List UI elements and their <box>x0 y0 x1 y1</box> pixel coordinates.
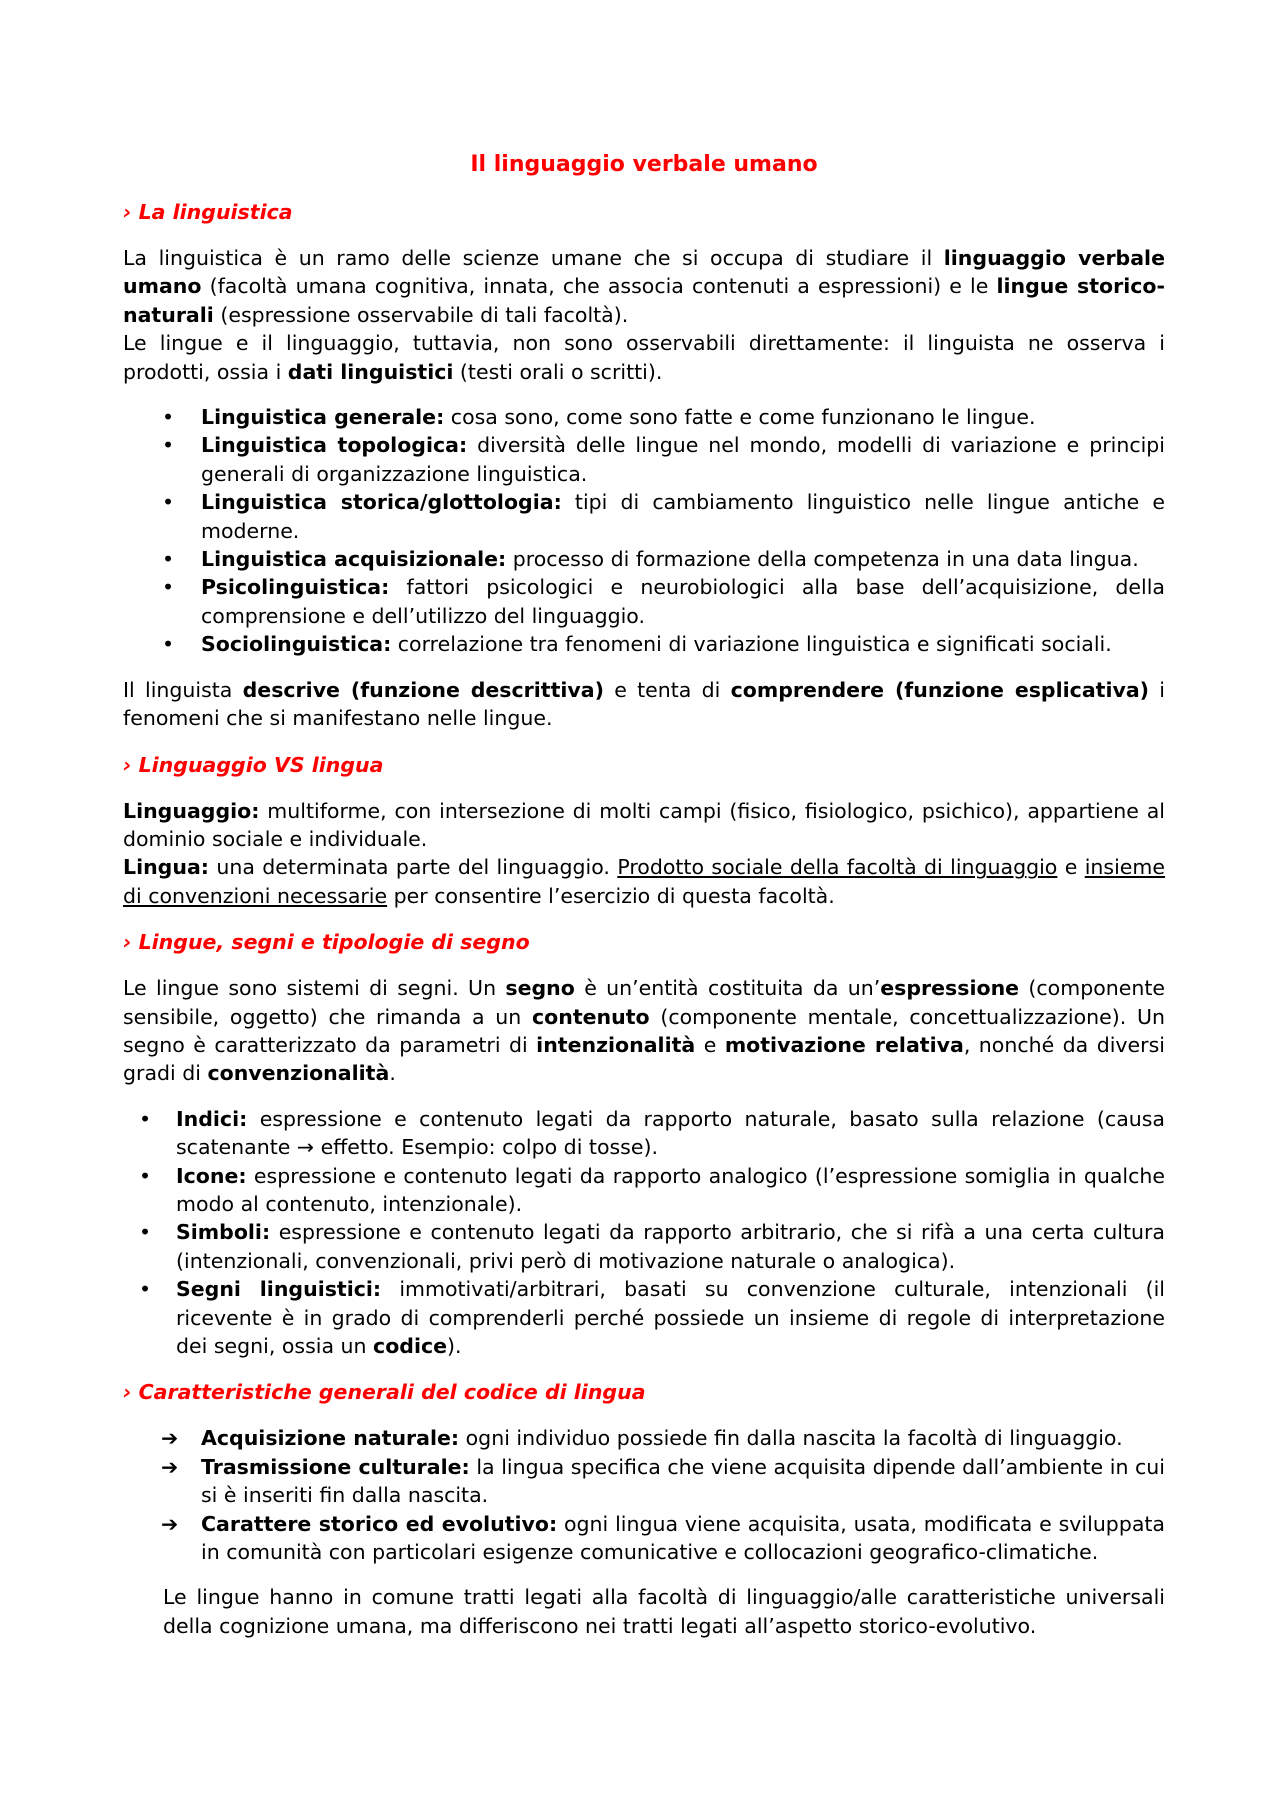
paragraph: Le lingue e il linguaggio, tuttavia, non sono osservabili direttamente: il linguista ne osserva i prodotti, ossia i dati linguistici (testi orali o scritti). <box>123 331 1165 384</box>
arrow-right-icon: ➔ <box>161 1426 179 1451</box>
list-item: • Simboli: espressione e contenuto legati da rapporto arbitrario, che si rifà a una certa cultura (intenzionali, convenzionali, privi però di motivazione naturale o analogica). <box>139 1220 1165 1273</box>
bullet-marker: • <box>162 405 175 430</box>
linguistics-branches-list <box>123 403 1165 659</box>
bullet-marker: • <box>139 1277 152 1302</box>
list-item: • Segni linguistici: immotivati/arbitrari, basati su convenzione culturale, intenzionali (il ricevente è in grado di comprenderli perché possiede un insieme di regole di interpretazione dei segni, ossia un codice). <box>139 1277 1165 1358</box>
document-page <box>123 148 1165 1640</box>
list-item: • Psicolinguistica: fattori psicologici e neurobiologici alla base dell’acquisizione, della comprensione e dell’utilizzo del linguaggio. <box>162 575 1165 628</box>
paragraph: Le lingue hanno in comune tratti legati alla facoltà di linguaggio/alle caratteristiche universali della cognizione umana, ma differiscono nei tratti legati all’aspetto storico-evolutivo. <box>163 1585 1165 1638</box>
list-item: • Linguistica generale: cosa sono, come sono fatte e come funzionano le lingue. <box>123 403 1165 431</box>
sign-types-list <box>123 1105 1165 1361</box>
section-heading-caratteristiche: › Caratteristiche generali del codice di lingua <box>123 1380 646 1405</box>
bullet-marker: • <box>139 1106 152 1131</box>
list-item: ➔ Carattere storico ed evolutivo: ogni lingua viene acquisita, usata, modificata e sviluppata in comunità con particolari esigenze comunicative e collocazioni geografico-climatiche. <box>161 1511 1165 1565</box>
list-item: • Linguistica acquisizionale: processo di formazione della competenza in una data lingua. <box>123 545 1165 573</box>
bullet-marker: • <box>162 632 175 657</box>
bullet-marker: • <box>162 490 175 515</box>
bullet-marker: • <box>162 547 175 572</box>
bullet-marker: • <box>139 1220 152 1245</box>
paragraph: La linguistica è un ramo delle scienze umane che si occupa di studiare il linguaggio verbale umano (facoltà umana cognitiva, innata, che associa contenuti a espressioni) e le lingue storico-naturali (espressione osservabile di tali facoltà). <box>123 246 1165 327</box>
bullet-marker: • <box>139 1163 152 1188</box>
arrow-right-icon: ➔ <box>161 1511 179 1536</box>
arrow-right-icon: ➔ <box>161 1454 179 1479</box>
list-item: • Sociolinguistica: correlazione tra fenomeni di variazione linguistica e significati sociali. <box>123 630 1165 658</box>
code-characteristics-list <box>123 1424 1165 1566</box>
paragraph: Le lingue sono sistemi di segni. Un segno è un’entità costituita da un’espressione (componente sensibile, oggetto) che rimanda a un contenuto (componente mentale, concettualizzazione). Un segno è caratterizzato da parametri di intenzionalità e motivazione relativa, nonché da diversi gradi di convenzionalità. <box>123 976 1166 1086</box>
section-heading-segni: › Lingue, segni e tipologie di segno <box>123 930 530 955</box>
section-heading-linguaggio-vs-lingua: › Linguaggio VS lingua <box>123 752 384 777</box>
paragraph: Lingua: una determinata parte del linguaggio. Prodotto sociale della facoltà di linguaggio e insieme di convenzioni necessarie per consentire l’esercizio di questa facoltà. <box>123 855 1165 908</box>
bullet-marker: • <box>162 575 175 600</box>
list-item: • Indici: espressione e contenuto legati da rapporto naturale, basato sulla relazione (causa scatenante → effetto. Esempio: colpo di tosse). <box>139 1106 1165 1160</box>
bullet-marker: • <box>162 433 175 458</box>
list-item: • Icone: espressione e contenuto legati da rapporto analogico (l’espressione somiglia in qualche modo al contenuto, intenzionale). <box>139 1163 1165 1216</box>
document-title: Il linguaggio verbale umano <box>470 152 818 177</box>
list-item: • Linguistica storica/glottologia: tipi di cambiamento linguistico nelle lingue antiche e moderne. <box>162 490 1165 543</box>
section-heading-linguistica: › La linguistica <box>123 200 293 224</box>
paragraph: Linguaggio: multiforme, con intersezione di molti campi (fisico, fisiologico, psichico), appartiene al dominio sociale e individuale. <box>123 798 1165 851</box>
list-item: ➔ Trasmissione culturale: la lingua specifica che viene acquisita dipende dall’ambiente in cui si è inseriti fin dalla nascita. <box>161 1454 1165 1508</box>
paragraph: Il linguista descrive (funzione descrittiva) e tenta di comprendere (funzione esplicativa) i fenomeni che si manifestano nelle lingue. <box>123 677 1165 731</box>
list-item: • Linguistica topologica: diversità delle lingue nel mondo, modelli di variazione e principi generali di organizzazione linguistica. <box>162 433 1165 486</box>
list-item: ➔ Acquisizione naturale: ogni individuo possiede fin dalla nascita la facoltà di linguaggio. <box>123 1424 1165 1452</box>
